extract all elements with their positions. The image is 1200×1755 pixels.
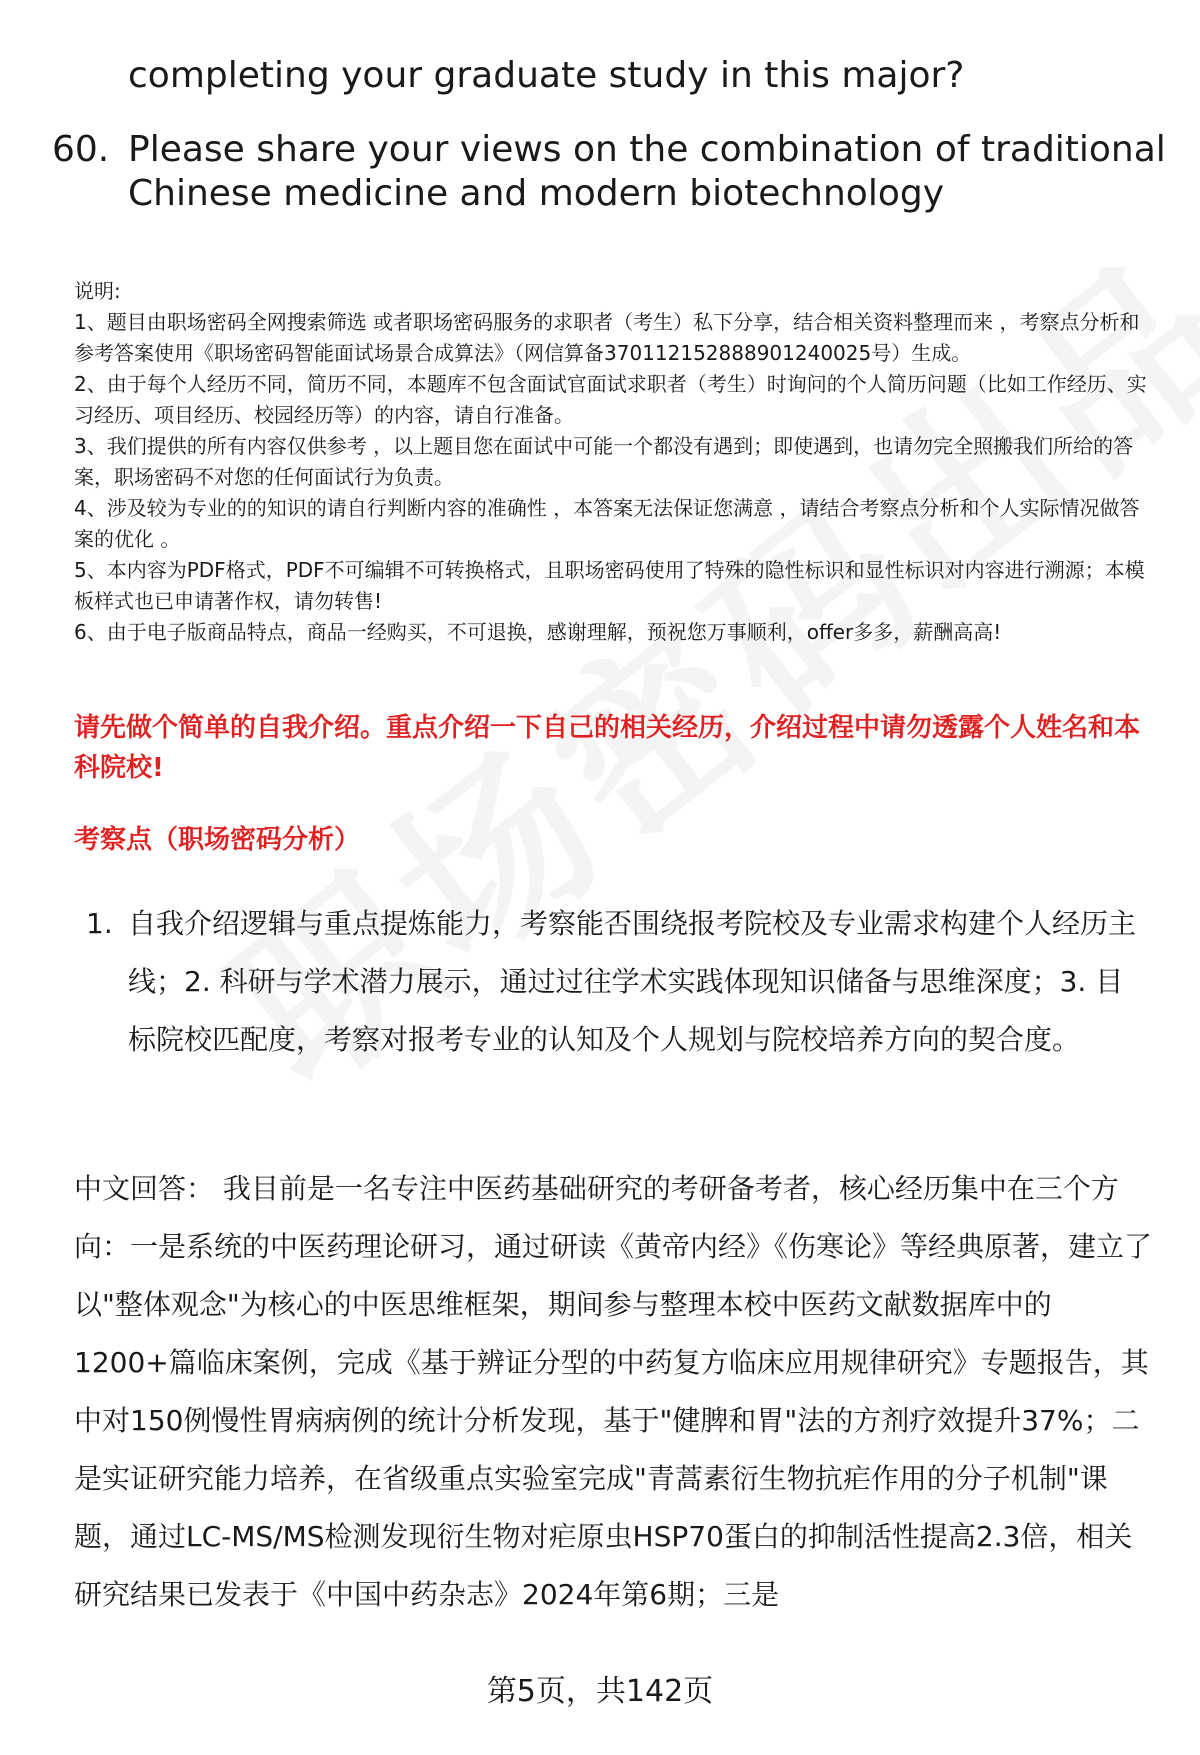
question-heading: 请先做个简单的自我介绍。重点介绍一下自己的相关经历，介绍过程中请勿透露个人姓名和本科院校! (74, 713, 1141, 783)
notes-item: 2、由于每个人经历不同，简历不同，本题库不包含面试官面试求职者（考生）时询问的个人简历问题（比如工作经历、实习经历、项目经历、校园经历等）的内容，请自行准备。 (74, 372, 1147, 427)
notes-title: 说明: (74, 279, 121, 303)
answer-text: 我目前是一名专注中医药基础研究的考研备考者，核心经历集中在三个方向：一是系统的中医药理论研习，通过研读《黄帝内经》《伤寒论》等经典原著，建立了以"整体观念"为核心的中医思维框架，期间参与整理本校中医药文献数据库中的1200+篇临床案例，完成《基于辨证分型的中药复方临床应用规律研究》专题报告，其中对150例慢性胃病病例的统计分析发现，基于"健脾和胃"法的方剂疗效提升37%；二是实证研究能力培养，在省级重点实验室完成"青蒿素衍生物抗疟作用的分子机制"课题，通过LC-MS/MS检测发现衍生物对疟原虫HSP70蛋白的抑制活性提高2.3倍，相关研究结果已发表于《中国中药杂志》2024年第6期；三是 (74, 1172, 1153, 1611)
question-60-number: 60. (52, 129, 110, 170)
answer-block (74, 1160, 1159, 1624)
question-59-continuation: completing your graduate study in this major? (128, 55, 965, 96)
analysis-heading: 考察点（职场密码分析） (74, 825, 361, 855)
analysis-number: 1. (86, 907, 113, 940)
question-60-line1: Please share your views on the combination of traditional (128, 129, 1166, 170)
notes-item: 4、涉及较为专业的的知识的请自行判断内容的准确性 ，本答案无法保证您满意 ，请结合考察点分析和个人实际情况做答案的优化 。 (74, 496, 1140, 551)
notes-item: 3、我们提供的所有内容仅供参考 ，以上题目您在面试中可能一个都没有遇到；即使遇到，也请勿完全照搬我们所给的答案，职场密码不对您的任何面试行为负责。 (74, 434, 1134, 489)
notes-item: 6、由于电子版商品特点，商品一经购买，不可退换，感谢理解，预祝您万事顺利，offer多多，薪酬高高! (74, 620, 1002, 644)
notes-item: 1、题目由职场密码全网搜索筛选 或者职场密码服务的求职者（考生）私下分享，结合相关资料整理而来 ，考察点分析和参考答案使用《职场密码智能面试场景合成算法》（网信算备370112152888901240025号）生成。 (74, 310, 1140, 365)
analysis-text: 自我介绍逻辑与重点提炼能力，考察能否围绕报考院校及专业需求构建个人经历主线；2. 科研与学术潜力展示，通过过往学术实践体现知识储备与思维深度；3. 目标院校匹配度，考察对报考专业的认知及个人规划与院校培养方向的契合度。 (128, 907, 1137, 1056)
question-60-line2: Chinese medicine and modern biotechnology (128, 173, 945, 214)
analysis-list (74, 895, 1154, 1069)
notes-block (74, 276, 1154, 648)
answer-label: 中文回答： (74, 1172, 215, 1205)
notes-item: 5、本内容为PDF格式，PDF不可编辑不可转换格式，且职场密码使用了特殊的隐性标识和显性标识对内容进行溯源；本模板样式也已申请著作权，请勿转售! (74, 558, 1145, 613)
page-footer: 第5页，共142页 (486, 1674, 714, 1709)
